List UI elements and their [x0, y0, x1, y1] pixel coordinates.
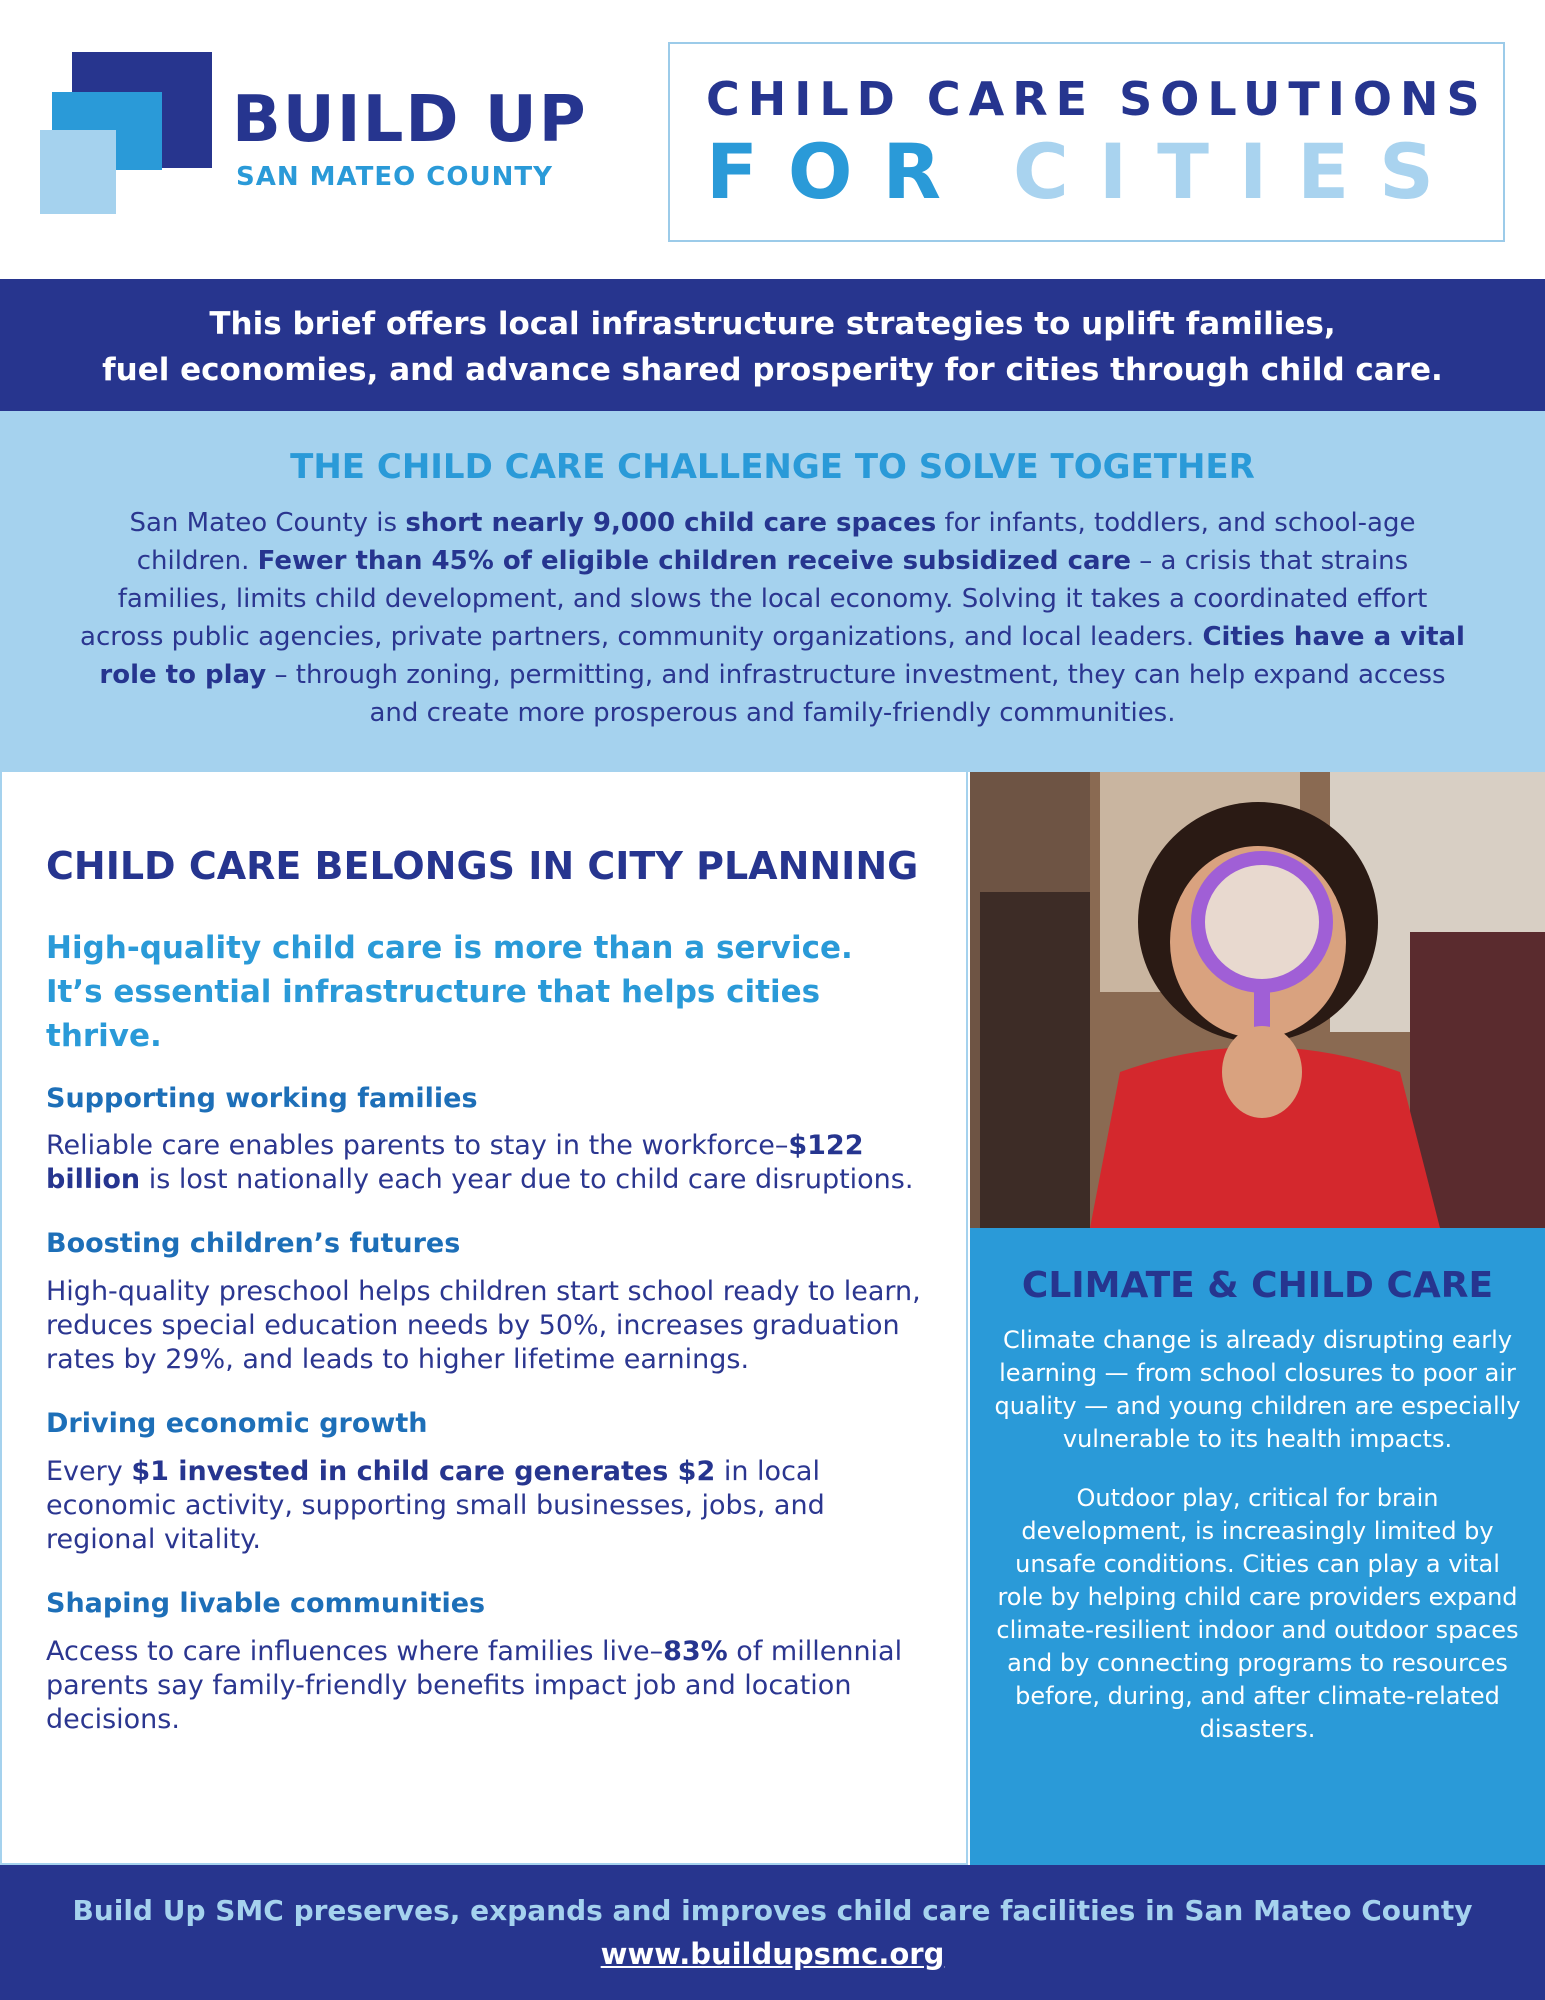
title-for: FOR	[706, 127, 972, 216]
point-heading-growth: Driving economic growth	[46, 1408, 428, 1440]
intro-banner	[0, 279, 1545, 411]
child-magnifier-photo	[970, 772, 1545, 1228]
build-up-logo-icon	[40, 52, 220, 214]
title-line1: CHILD CARE SOLUTIONS	[706, 72, 1488, 126]
planning-section	[0, 772, 968, 1865]
climate-para2: Outdoor play, critical for brain development, is increasingly limited by unsafe conditions. Cities can play a vital role by helping child care providers expand climate-resilient indoor and outdoor spaces and by connecting programs to resources before, during, and after climate-related disasters.	[996, 1483, 1519, 1743]
challenge-heading: THE CHILD CARE CHALLENGE TO SOLVE TOGETHER	[290, 447, 1255, 487]
climate-section	[970, 1228, 1545, 1865]
footer	[0, 1865, 1545, 2000]
climate-para1: Climate change is already disrupting early learning — from school closures to poor air quality — and young children are especially vulnerable to its health impacts.	[994, 1325, 1521, 1453]
website-link[interactable]: www.buildupsmc.org	[600, 1937, 945, 1971]
title-line2	[706, 127, 1464, 216]
intro-line1: This brief offers local infrastructure strategies to uplift families,	[209, 306, 1336, 342]
climate-heading: CLIMATE & CHILD CARE	[1021, 1265, 1494, 1306]
logo-title: BUILD UP	[232, 83, 588, 157]
title-cities: CITIES	[1013, 127, 1464, 216]
point-heading-communities: Shaping livable communities	[46, 1587, 486, 1619]
point-body-communities: Access to care influences where families live–83% of millennial parents say family-friendly benefits impact job and location decisions.	[46, 1635, 903, 1735]
point-body-growth: Every $1 invested in child care generates $2 in local economic activity, supporting small businesses, jobs, and regional vitality.	[46, 1455, 825, 1555]
point-heading-futures: Boosting children’s futures	[46, 1228, 461, 1260]
point-body-futures: High-quality preschool helps children start school ready to learn, reduces special education needs by 50%, increases graduation rates by 29%, and leads to higher lifetime earnings.	[46, 1276, 921, 1376]
footer-text: Build Up SMC preserves, expands and improves child care facilities in San Mateo County	[72, 1894, 1473, 1927]
intro-line2: fuel economies, and advance shared prosperity for cities through child care.	[102, 352, 1443, 388]
point-body-families: Reliable care enables parents to stay in the workforce–$122 billion is lost nationally each year due to child care disruptions.	[46, 1130, 914, 1196]
challenge-section	[0, 411, 1545, 772]
logo-subtitle: SAN MATEO COUNTY	[236, 162, 553, 192]
planning-lead: High-quality child care is more than a service. It’s essential infrastructure that helps cities thrive.	[46, 929, 853, 1054]
challenge-text: San Mateo County is short nearly 9,000 child care spaces for infants, toddlers, and school-age children. Fewer than 45% of eligible children receive subsidized care – a crisis that strains families, limits child development, and slows the local economy. Solving it takes a coordinated effort across public agencies, private partners, community organizations, and local leaders. Cities have a vital role to play – through zoning, permitting, and infrastructure investment, they can help expand access and create more prosperous and family-friendly communities.	[80, 508, 1465, 729]
point-heading-families: Supporting working families	[46, 1082, 478, 1114]
planning-heading: CHILD CARE BELONGS IN CITY PLANNING	[46, 844, 919, 888]
title-box	[668, 42, 1505, 242]
